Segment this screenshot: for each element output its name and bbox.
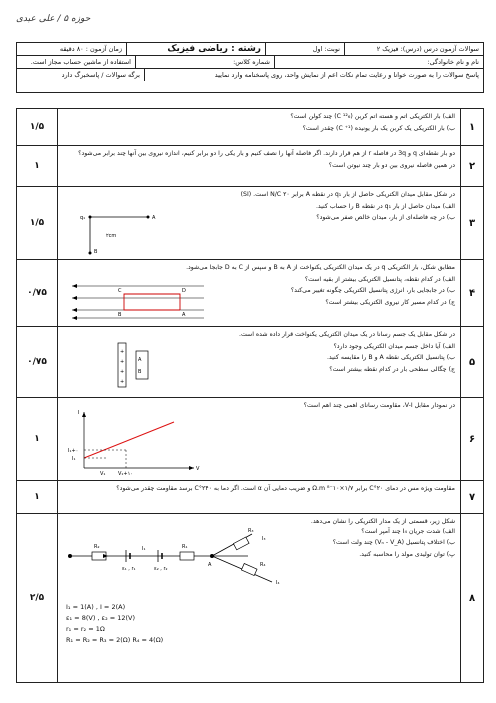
svg-text:I₄: I₄ (276, 580, 280, 586)
question-text: الف) آیا داخل جسم میدان الکتریکی وجود دارد؟ (333, 342, 455, 350)
svg-text:R₁: R₁ (182, 544, 188, 550)
question-number: ۶ (460, 398, 483, 480)
question-text: در شکل مقابل یک جسم رسانا در یک میدان الکتریکی یکنواخت قرار داده شده است. (239, 331, 455, 338)
svg-text:R₂: R₂ (94, 544, 100, 550)
question-text: ب) در جابجایی بار، انرژی پتانسیل الکتریکی چگونه تغییر می‌کند؟ (290, 287, 455, 295)
circuit-eq: R₁ = R₂ = R₃ = 2(Ω) R₄ = 4(Ω) (66, 636, 164, 645)
question-score: ۱ (17, 398, 58, 480)
exam-title: سوالات آزمون درس (درس): فیزیک ۲ (344, 43, 483, 55)
handwritten-note: حوزه ۵ / علی عبدی (16, 14, 91, 24)
svg-text:I₃: I₃ (262, 536, 266, 542)
circuit-eq: ε₁ = 8(V) , ε₂ = 12(V) (66, 614, 136, 623)
question-4 (17, 260, 483, 327)
field-figure (78, 209, 188, 255)
svg-text:q₁: q₁ (80, 215, 86, 221)
svg-text:V₁: V₁ (100, 471, 106, 476)
svg-text:V₁+۱۰: V₁+۱۰ (118, 471, 133, 476)
question-text: ب) بار الکتریکی یک کربن یک بار یونیده (C ⁺¹) چقدر است؟ (302, 124, 455, 132)
svg-text:D: D (182, 288, 186, 294)
question-text: ب) اختلاف پتانسیل (Vₙ - V_A) چند ولت است؟ (332, 539, 455, 547)
question-text: ب) پتانسیل الکتریکی نقطه A و B را مقایسه کنید. (326, 354, 455, 362)
question-8 (17, 514, 483, 682)
pages-note: برگه سوالات / پاسخبرگ دارد (61, 71, 140, 79)
question-text: در همین فاصله نیروی بین دو بار چند نیوتن است؟ (328, 161, 455, 169)
question-number: ۷ (460, 481, 483, 513)
svg-text:B: B (118, 312, 122, 318)
question-number: ۲ (460, 146, 483, 186)
question-text: دو بار نقطه‌ای q و 3q در فاصله r از هم قرار دارند. اگر فاصله آنها را نصف کنیم و بار یکی را دو برابر کنیم، اندازه نیروی بین آنها چند برابر می‌شود؟ (78, 150, 455, 157)
duration: زمان آزمون : ۸۰ دقیقه (59, 45, 122, 53)
conductor-figure (108, 339, 158, 391)
question-score: ۱ (17, 146, 58, 186)
svg-text:R₃: R₃ (248, 528, 254, 534)
major: رشته : ریاضی فیزیک (126, 43, 265, 55)
svg-text:+: + (120, 349, 125, 355)
question-number: ۵ (460, 327, 483, 397)
calculator-note: استفاده از ماشین حساب مجاز است. (30, 58, 131, 66)
svg-text:V: V (196, 466, 200, 472)
svg-text:C: C (118, 288, 122, 294)
question-6 (17, 398, 483, 481)
question-text: در نمودار مقابل V-I، مقاومت رسانای اهمی چند اهم است؟ (303, 402, 455, 409)
svg-text:A: A (138, 357, 142, 363)
uniform-field-figure (64, 278, 214, 324)
svg-text:A: A (152, 215, 156, 221)
question-text: پ) توان تولیدی مولد را محاسبه کنید. (359, 550, 455, 558)
svg-text:A: A (208, 562, 212, 568)
class-field: شماره کلاس: (135, 56, 274, 68)
answer-instructions: پاسخ سوالات را به صورت خوانا و رعایت تمام نکات اعم از نمایش واحد، روی پاسخنامه وارد نمایید (144, 69, 483, 81)
svg-text:I₁+۰: I₁+۰ (68, 448, 79, 454)
svg-text:۲cm: ۲cm (106, 233, 117, 239)
circuit-values (66, 602, 163, 646)
svg-text:B: B (94, 249, 98, 255)
question-1 (17, 109, 483, 146)
question-text: ج) چگالی سطحی بار در کدام نقطه بیشتر است؟ (329, 365, 455, 373)
circuit-eq: I₁ = 1(A) , I = 2(A) (66, 603, 126, 611)
circuit-diagram (62, 520, 302, 600)
svg-text:I: I (78, 410, 80, 416)
question-number: ۴ (460, 260, 483, 326)
question-text: مطابق شکل، بار الکتریکی q در یک میدان الکتریکی یکنواخت از A به B و سپس از C به D جابجا می‌شود. (186, 264, 455, 271)
circuit-eq: r₁ = r₂ = 1Ω (66, 625, 105, 634)
svg-text:I₁: I₁ (72, 456, 76, 462)
question-number: ۳ (460, 187, 483, 259)
exam-header (16, 42, 484, 93)
question-text: شکل زیر، قسمتی از یک مدار الکتریکی را نشان می‌دهد. الف) شدت جریان I₄ چند آمپر است؟ (310, 518, 455, 535)
questions-table (16, 108, 484, 683)
question-text: ب) در چه فاصله‌ای از بار، میدان خالص صفر می‌شود؟ (316, 214, 455, 222)
question-score: ۱/۵ (17, 187, 58, 259)
question-2 (17, 146, 483, 187)
name-field: نام و نام خانوادگی: (274, 56, 483, 68)
svg-text:I₁: I₁ (142, 546, 146, 552)
svg-text:+: + (120, 359, 125, 365)
svg-text:ε₁ , r₁: ε₁ , r₁ (122, 566, 136, 572)
question-score: ۰/۷۵ (17, 260, 58, 326)
exam-number: نوبت: اول (265, 43, 344, 55)
svg-text:+: + (120, 369, 125, 375)
question-5 (17, 327, 483, 398)
question-score: ۱ (17, 481, 58, 513)
question-number: ۱ (460, 109, 483, 145)
question-text: ج) در کدام مسیر کار نیروی الکتریکی بیشتر است؟ (325, 298, 455, 306)
svg-text:ε₂ , r₂: ε₂ , r₂ (154, 566, 168, 572)
svg-text:R₄: R₄ (260, 562, 266, 568)
question-score: ۱/۵ (17, 109, 58, 145)
question-text: الف) میدان حاصل از بار q₁ در نقطه B را حساب کنید. (315, 202, 455, 210)
question-text: مقاومت ویژه مس در دمای ۲۰°C برابر ۱/۷×۱۰⁻⁸ Ω.m و ضریب دمایی آن α است. اگر دما به ۲۴۰°C برسد مقاومت چقدر می‌شود؟ (116, 485, 455, 492)
question-score: ۲/۵ (17, 514, 58, 682)
question-text: الف) در کدام نقطه، پتانسیل الکتریکی بیشتر از بقیه است؟ (304, 275, 455, 283)
question-score: ۰/۷۵ (17, 327, 58, 397)
question-7 (17, 481, 483, 514)
question-3 (17, 187, 483, 260)
svg-text:+: + (120, 379, 125, 385)
svg-text:A: A (182, 312, 186, 318)
question-number: ۸ (460, 514, 483, 682)
question-text: در شکل مقابل میدان الکتریکی حاصل از بار q₁ در نقطه A برابر ۲۰ N/C است. (SI) (240, 191, 455, 198)
vi-graph (64, 408, 204, 476)
svg-text:B: B (138, 369, 142, 375)
question-text: الف) بار الکتریکی اتم و هسته اتم کربن (C ¹²₆) چند کولن است؟ (290, 113, 455, 120)
